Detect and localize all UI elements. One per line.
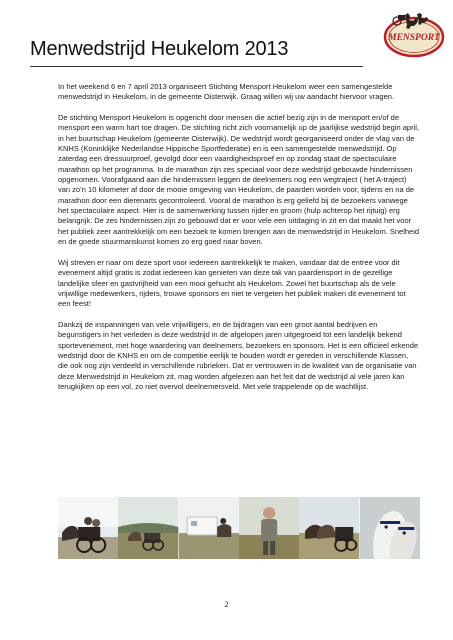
title-divider bbox=[30, 66, 363, 67]
article-body bbox=[58, 82, 420, 403]
spectator-man-photo bbox=[239, 497, 299, 559]
paragraph-stichting: De stichting Mensport Heukelom is opgericht door mensen die actief bezig zijn in de mensport en/of de mensport een warm hart toe dragen. De stichting richt zich voornamelijk op de jaarlijkse wedstrijd begin april, in het buurtschap Heukelom (gemeente Oisterwijk). De wedstrijd wordt georganiseerd onder de vlag van de KNHS (Koninklijke Nederlandse Hippische Sportfederatie) en is een samengestelde menwedstrijd. Op zaterdag een dressuurproef, gevolgd door een vaardigheidsproef en op zondag staat de spectaculaire marathon op het programma. In de marathon zijn zes speciaal voor deze wedstrijd gebouwde hindernissen opgenomen. Voorafgaand aan die hindernissen leggen de deelnemers nog een wegtraject ( het A-traject) van zo’n 10 kilometer af door de mooie omgeving van Heukelom, de paarden worden voor, tijdens en na de marathon door een dierenarts gecontroleerd. Vooral de marathon is erg geliefd bij de bezoekers vanwege het spectaculaire aspect. Hier is de samenwerking tussen rijder en groom (hulp achterop het rijtuig) erg belangrijk. De zes hindernissen zijn zo gebouwd dat er voor vele een uitdaging in zit en dat maakt het voor het publiek zeer aantrekkelijk om een bezoek te komen brengen aan de menwedstrijd in Heukelom. Snelheid en de goede stuurmanskunst komen zo erg goed naar boven. bbox=[58, 113, 420, 247]
trailer-field-photo bbox=[179, 497, 239, 559]
team-carriage-photo bbox=[299, 497, 359, 559]
paragraph-intro: In het weekend 6 en 7 april 2013 organiseert Stichting Mensport Heukelom weer een samengestelde menwedstrijd in Heukelom, in de gemeente Oisterwijk. Graag willen wij uw aandacht hiervoor vragen. bbox=[58, 82, 394, 102]
paragraph-vrijwilligers: Dankzij de inspanningen van vele vrijwilligers, en de bijdragen van een groot aantal bedrijven en begunstigers in het verleden is deze wedstrijd in de afgelopen jaren uitgegroeid tot een landelijk bekend sportevenement, met hoge waardering van deelnemers, bezoekers en sponsors. Het is een officieel erkende wedstrijd door de KNHS en om de competitie eerlijk te houden wordt er gereden in verschillende Klassen, die ook nog zijn verdeeld in verschillende rubrieken. Dat er vertrouwen in de kwaliteit van de organisatie van deze Menwedstrijd in Heukelom zit, mag worden afgelezen aan het feit dat de wedstrijd al vele jaren kan terugkijken op een vol, zo niet overvol deelnemersveld. Met vele trappelende op de wachtlijst. bbox=[58, 319, 419, 391]
white-horse-photo bbox=[360, 497, 420, 559]
logo-text: MENSPORT bbox=[388, 33, 440, 43]
page-number: 2 bbox=[224, 600, 229, 609]
paragraph-entree: Wij streven er naar om deze sport voor iedereen aantrekkelijk te maken, vandaar dat de entree voor dit evenement altijd gratis is zodat iedereen kan genieten van deze tak van paardensport in de gezellige landelijke sfeer en gastvrijheid van een mooi gehucht als Heukelom. Zowel het buurtschap als de vele vrijwillige medewerkers, rijders, trouwe sponsors en niet te vergeten het publiek maken dit evenement tot een feest! bbox=[58, 257, 406, 309]
horse-carriage-photo bbox=[58, 497, 118, 559]
mensport-logo bbox=[383, 9, 445, 59]
photo-collage bbox=[58, 497, 420, 559]
carriage-field-photo bbox=[118, 497, 178, 559]
page-title: Menwedstrijd Heukelom 2013 bbox=[30, 38, 289, 60]
